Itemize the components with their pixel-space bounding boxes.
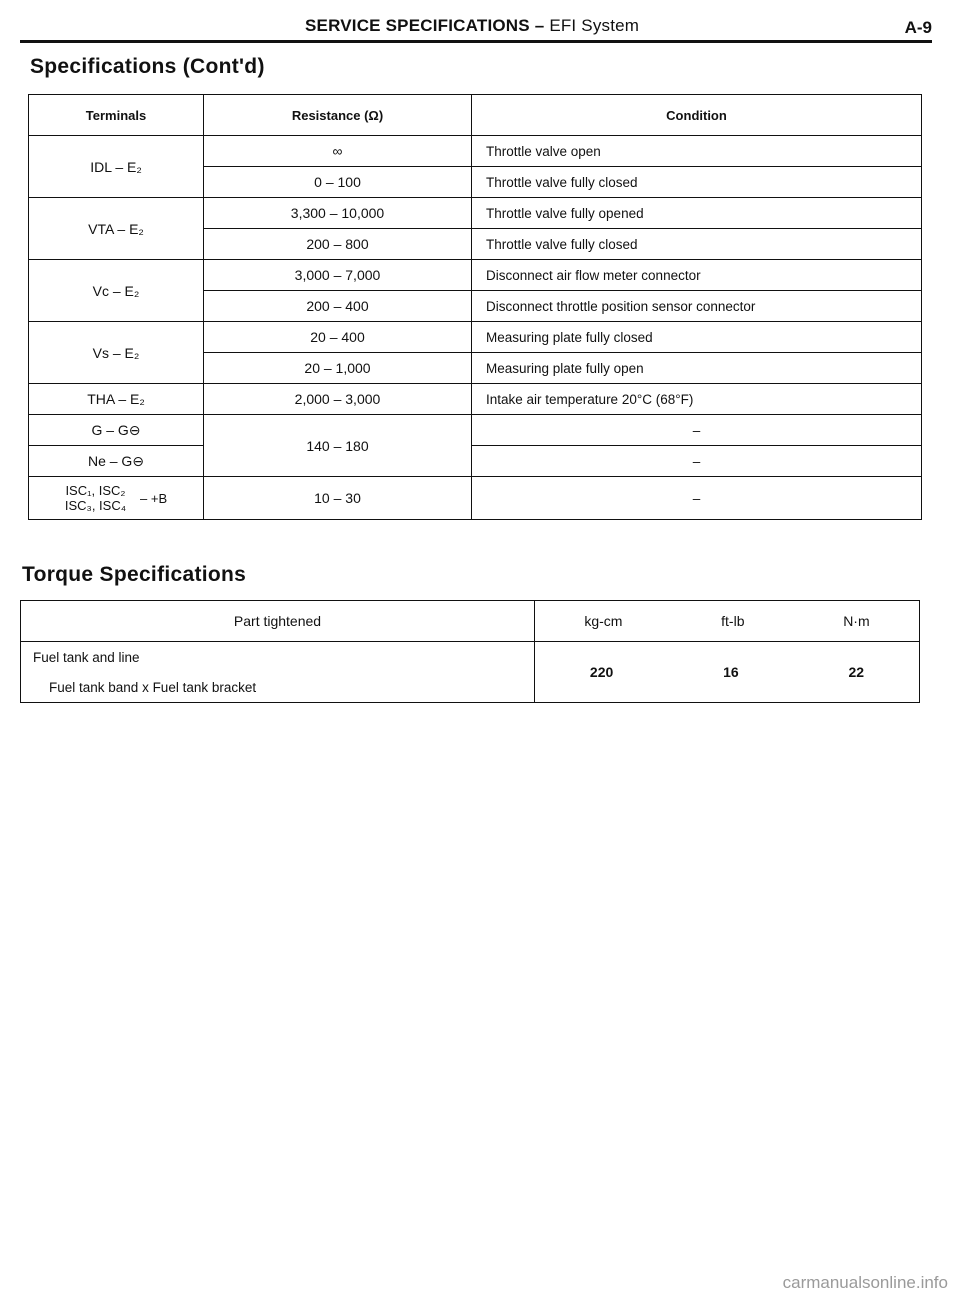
header-title-main: SERVICE SPECIFICATIONS –	[305, 16, 550, 35]
table-row	[29, 415, 922, 446]
column-header-condition: Condition	[472, 95, 922, 136]
terminal-cell: Ne – G⊖	[29, 446, 204, 477]
terminal-cell	[29, 477, 204, 520]
table-row	[29, 446, 922, 477]
terminal-line: ISC₃, ISC₄	[64, 498, 127, 513]
table-row	[29, 322, 922, 353]
condition-cell: –	[472, 477, 922, 520]
column-header-resistance: Resistance (Ω)	[204, 95, 472, 136]
column-header-part: Part tightened	[21, 601, 535, 642]
resistance-cell: ∞	[204, 136, 472, 167]
unit-ftlb: ft-lb	[721, 613, 745, 629]
terminal-cell: Vc – E₂	[29, 260, 204, 322]
condition-cell: Measuring plate fully open	[472, 353, 922, 384]
terminal-suffix: – +B	[140, 490, 168, 506]
column-header-terminals: Terminals	[29, 95, 204, 136]
part-cell: Fuel tank band x Fuel tank bracket	[21, 672, 535, 703]
terminal-cell: IDL – E₂	[29, 136, 204, 198]
condition-cell: Disconnect throttle position sensor connector	[472, 291, 922, 322]
condition-cell: Throttle valve open	[472, 136, 922, 167]
terminal-cell: THA – E₂	[29, 384, 204, 415]
resistance-cell: 3,300 – 10,000	[204, 198, 472, 229]
page-header	[20, 14, 932, 43]
page-number: A-9	[904, 18, 932, 37]
unit-nm: N·m	[843, 613, 870, 629]
value-ftlb: 16	[723, 664, 739, 680]
resistance-cell: 2,000 – 3,000	[204, 384, 472, 415]
resistance-cell: 3,000 – 7,000	[204, 260, 472, 291]
table-row	[29, 198, 922, 229]
resistance-cell: 20 – 400	[204, 322, 472, 353]
resistance-cell: 200 – 400	[204, 291, 472, 322]
table-row	[21, 642, 920, 673]
torque-values-cell	[535, 642, 920, 703]
header-title	[305, 16, 639, 36]
part-group-cell: Fuel tank and line	[21, 642, 535, 673]
terminal-line: ISC₁, ISC₂	[65, 483, 126, 498]
condition-cell: Intake air temperature 20°C (68°F)	[472, 384, 922, 415]
value-kgcm: 220	[589, 664, 614, 680]
column-header-units	[535, 601, 920, 642]
header-title-sub: EFI System	[549, 16, 640, 35]
condition-cell: –	[472, 446, 922, 477]
condition-cell: –	[472, 415, 922, 446]
terminal-cell: G – G⊖	[29, 415, 204, 446]
table-header-row	[21, 601, 920, 642]
torque-table	[20, 600, 920, 703]
torque-title: Torque Specifications	[22, 563, 247, 586]
condition-cell: Measuring plate fully closed	[472, 322, 922, 353]
table-row	[29, 136, 922, 167]
unit-kgcm: kg-cm	[584, 613, 623, 629]
terminal-cell: VTA – E₂	[29, 198, 204, 260]
resistance-cell: 10 – 30	[204, 477, 472, 520]
condition-cell: Throttle valve fully closed	[472, 167, 922, 198]
table-row	[29, 260, 922, 291]
watermark: carmanualsonline.info	[782, 1273, 948, 1292]
table-row	[29, 477, 922, 520]
value-nm: 22	[848, 664, 865, 680]
resistance-cell: 20 – 1,000	[204, 353, 472, 384]
specifications-title: Specifications (Cont'd)	[30, 55, 265, 78]
table-row	[29, 384, 922, 415]
condition-cell: Throttle valve fully closed	[472, 229, 922, 260]
condition-cell: Disconnect air flow meter connector	[472, 260, 922, 291]
resistance-cell: 140 – 180	[204, 415, 472, 477]
resistance-cell: 0 – 100	[204, 167, 472, 198]
condition-cell: Throttle valve fully opened	[472, 198, 922, 229]
table-header-row	[29, 95, 922, 136]
terminal-cell: Vs – E₂	[29, 322, 204, 384]
resistance-cell: 200 – 800	[204, 229, 472, 260]
specifications-table	[28, 94, 922, 520]
